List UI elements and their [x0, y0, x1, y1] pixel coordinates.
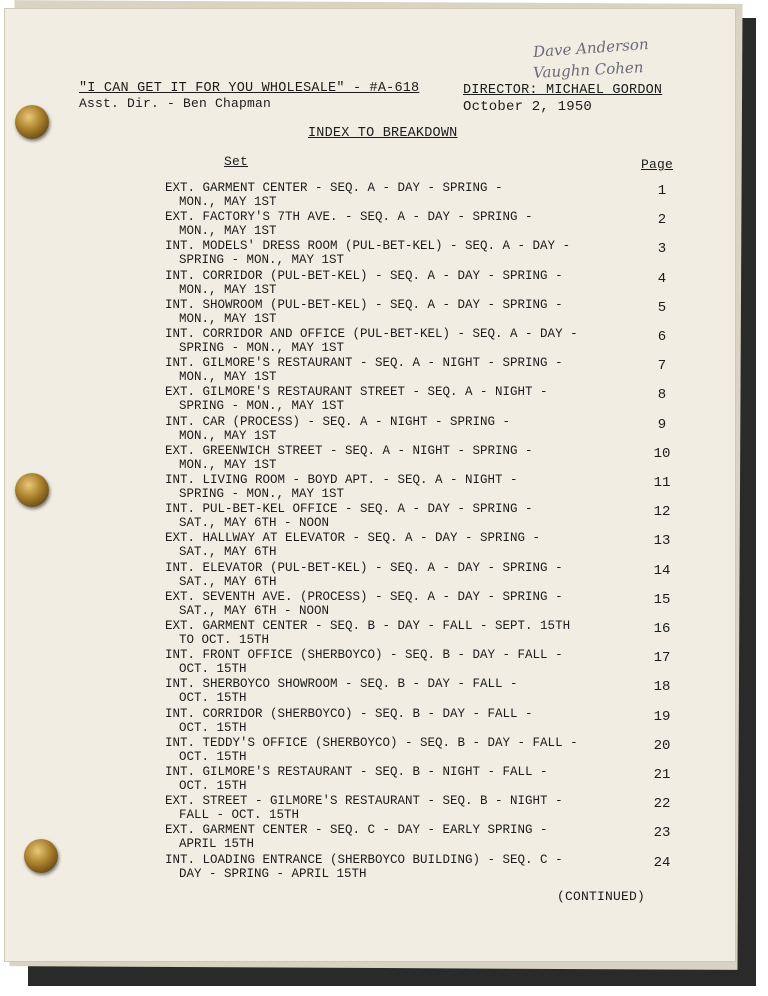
- set-line-1: INT. CORRIDOR (SHERBOYCO) - SEQ. B - DAY - FALL -: [165, 707, 533, 721]
- list-item-page-number: 6: [657, 329, 667, 345]
- set-line-1: EXT. HALLWAY AT ELEVATOR - SEQ. A - DAY - SPRING -: [165, 531, 541, 545]
- list-item-page-number: 12: [653, 504, 671, 520]
- set-line-1: INT. TEDDY'S OFFICE (SHERBOYCO) - SEQ. B - DAY - FALL -: [165, 736, 578, 750]
- set-line-1: INT. SHOWROOM (PUL-BET-KEL) - SEQ. A - DAY - SPRING -: [165, 298, 563, 312]
- set-line-1: EXT. GARMENT CENTER - SEQ. A - DAY - SPRING -: [165, 181, 503, 195]
- set-line-1: EXT. FACTORY'S 7TH AVE. - SEQ. A - DAY - SPRING -: [165, 210, 533, 224]
- set-line-1: INT. PUL-BET-KEL OFFICE - SEQ. A - DAY - SPRING -: [165, 502, 533, 516]
- set-line-2: MON., MAY 1ST: [179, 195, 277, 209]
- set-line-2: SPRING - MON., MAY 1ST: [179, 487, 345, 501]
- list-item-page-number: 2: [657, 212, 667, 228]
- list-item-page-number: 15: [653, 592, 671, 608]
- list-item-set: [165, 707, 640, 735]
- list-item-page-number: 22: [653, 796, 671, 812]
- list-item-page-number: 7: [657, 358, 667, 374]
- set-line-1: EXT. GILMORE'S RESTAURANT STREET - SEQ. A - NIGHT -: [165, 385, 548, 399]
- list-item-page-number: 13: [653, 533, 671, 549]
- set-line-2: OCT. 15TH: [179, 779, 247, 793]
- list-item-page-number: 5: [657, 300, 667, 316]
- column-header-page: Page: [641, 157, 674, 172]
- set-line-1: INT. FRONT OFFICE (SHERBOYCO) - SEQ. B - DAY - FALL -: [165, 648, 563, 662]
- list-item-page-number: 11: [653, 475, 671, 491]
- list-item-page-number: 8: [657, 387, 667, 403]
- column-header-set: Set: [224, 154, 249, 169]
- list-item-set: [165, 561, 640, 589]
- list-item-set: [165, 473, 640, 501]
- set-line-1: EXT. GARMENT CENTER - SEQ. B - DAY - FALL - SEPT. 15TH: [165, 619, 571, 633]
- handwritten-signature-1: Dave Anderson: [532, 34, 650, 62]
- set-line-2: SPRING - MON., MAY 1ST: [179, 341, 345, 355]
- set-line-1: INT. CAR (PROCESS) - SEQ. A - NIGHT - SPRING -: [165, 415, 511, 429]
- set-line-2: SAT., MAY 6TH: [179, 575, 277, 589]
- director: DIRECTOR: MICHAEL GORDON: [463, 83, 663, 98]
- set-line-2: OCT. 15TH: [179, 691, 247, 705]
- set-line-1: INT. LIVING ROOM - BOYD APT. - SEQ. A - NIGHT -: [165, 473, 518, 487]
- set-line-2: OCT. 15TH: [179, 721, 247, 735]
- list-item-set: [165, 269, 640, 297]
- set-line-2: MON., MAY 1ST: [179, 224, 277, 238]
- set-line-2: DAY - SPRING - APRIL 15TH: [179, 867, 367, 881]
- set-line-1: EXT. GARMENT CENTER - SEQ. C - DAY - EARLY SPRING -: [165, 823, 548, 837]
- list-item-page-number: 14: [653, 563, 671, 579]
- list-item-set: [165, 356, 640, 384]
- set-line-1: INT. GILMORE'S RESTAURANT - SEQ. B - NIGHT - FALL -: [165, 765, 548, 779]
- set-line-2: OCT. 15TH: [179, 662, 247, 676]
- set-line-2: SAT., MAY 6TH: [179, 545, 277, 559]
- list-item-set: [165, 415, 640, 443]
- continued-label: (CONTINUED): [557, 889, 646, 904]
- list-item-set: [165, 385, 640, 413]
- brad-fastener-middle-icon: [15, 473, 49, 507]
- set-line-2: TO OCT. 15TH: [179, 633, 270, 647]
- script-date: October 2, 1950: [463, 99, 593, 115]
- list-item-set: [165, 590, 640, 618]
- set-line-1: INT. CORRIDOR AND OFFICE (PUL-BET-KEL) - SEQ. A - DAY -: [165, 327, 578, 341]
- brad-fastener-top-icon: [15, 105, 49, 139]
- set-line-2: SPRING - MON., MAY 1ST: [179, 399, 345, 413]
- set-line-1: EXT. SEVENTH AVE. (PROCESS) - SEQ. A - DAY - SPRING -: [165, 590, 563, 604]
- list-item-page-number: 18: [653, 679, 671, 695]
- list-item-set: [165, 619, 640, 647]
- set-line-1: INT. CORRIDOR (PUL-BET-KEL) - SEQ. A - DAY - SPRING -: [165, 269, 563, 283]
- list-item-page-number: 20: [653, 738, 671, 754]
- set-line-1: EXT. GREENWICH STREET - SEQ. A - NIGHT - SPRING -: [165, 444, 533, 458]
- list-item-set: [165, 853, 640, 881]
- set-line-1: INT. MODELS' DRESS ROOM (PUL-BET-KEL) - SEQ. A - DAY -: [165, 239, 571, 253]
- set-line-2: APRIL 15TH: [179, 837, 255, 851]
- list-item-set: [165, 327, 640, 355]
- list-item-set: [165, 210, 640, 238]
- list-item-page-number: 24: [653, 855, 671, 871]
- set-line-1: EXT. STREET - GILMORE'S RESTAURANT - SEQ. B - NIGHT -: [165, 794, 563, 808]
- set-line-1: INT. GILMORE'S RESTAURANT - SEQ. A - NIGHT - SPRING -: [165, 356, 563, 370]
- list-item-set: [165, 765, 640, 793]
- set-line-1: INT. SHERBOYCO SHOWROOM - SEQ. B - DAY - FALL -: [165, 677, 518, 691]
- set-line-1: INT. ELEVATOR (PUL-BET-KEL) - SEQ. A - DAY - SPRING -: [165, 561, 563, 575]
- assistant-director: Asst. Dir. - Ben Chapman: [79, 96, 272, 111]
- list-item-set: [165, 181, 640, 209]
- set-line-2: SAT., MAY 6TH - NOON: [179, 604, 330, 618]
- list-item-page-number: 4: [657, 271, 667, 287]
- list-item-set: [165, 648, 640, 676]
- list-item-page-number: 9: [657, 417, 667, 433]
- list-item-page-number: 16: [653, 621, 671, 637]
- list-item-set: [165, 298, 640, 326]
- set-line-2: MON., MAY 1ST: [179, 370, 277, 384]
- script-title: "I CAN GET IT FOR YOU WHOLESALE" - #A-618: [79, 81, 420, 96]
- script-page: [4, 8, 736, 962]
- list-item-page-number: 21: [653, 767, 671, 783]
- list-item-set: [165, 239, 640, 267]
- list-item-set: [165, 444, 640, 472]
- set-line-2: SPRING - MON., MAY 1ST: [179, 253, 345, 267]
- set-line-2: SAT., MAY 6TH - NOON: [179, 516, 330, 530]
- brad-fastener-bottom-icon: [24, 839, 58, 873]
- list-item-page-number: 1: [657, 183, 667, 199]
- list-item-set: [165, 736, 640, 764]
- set-line-2: FALL - OCT. 15TH: [179, 808, 300, 822]
- set-line-1: INT. LOADING ENTRANCE (SHERBOYCO BUILDING) - SEQ. C -: [165, 853, 563, 867]
- list-item-page-number: 3: [657, 241, 667, 257]
- set-line-2: MON., MAY 1ST: [179, 283, 277, 297]
- list-item-set: [165, 823, 640, 851]
- list-item-page-number: 10: [653, 446, 671, 462]
- list-item-set: [165, 502, 640, 530]
- index-title: INDEX TO BREAKDOWN: [308, 126, 458, 141]
- set-line-2: MON., MAY 1ST: [179, 429, 277, 443]
- list-item-set: [165, 794, 640, 822]
- set-line-2: MON., MAY 1ST: [179, 458, 277, 472]
- list-item-set: [165, 531, 640, 559]
- list-item-set: [165, 677, 640, 705]
- handwritten-signature-2: Vaughn Cohen: [532, 58, 644, 82]
- set-line-2: MON., MAY 1ST: [179, 312, 277, 326]
- list-item-page-number: 17: [653, 650, 671, 666]
- list-item-page-number: 23: [653, 825, 671, 841]
- set-line-2: OCT. 15TH: [179, 750, 247, 764]
- list-item-page-number: 19: [653, 709, 671, 725]
